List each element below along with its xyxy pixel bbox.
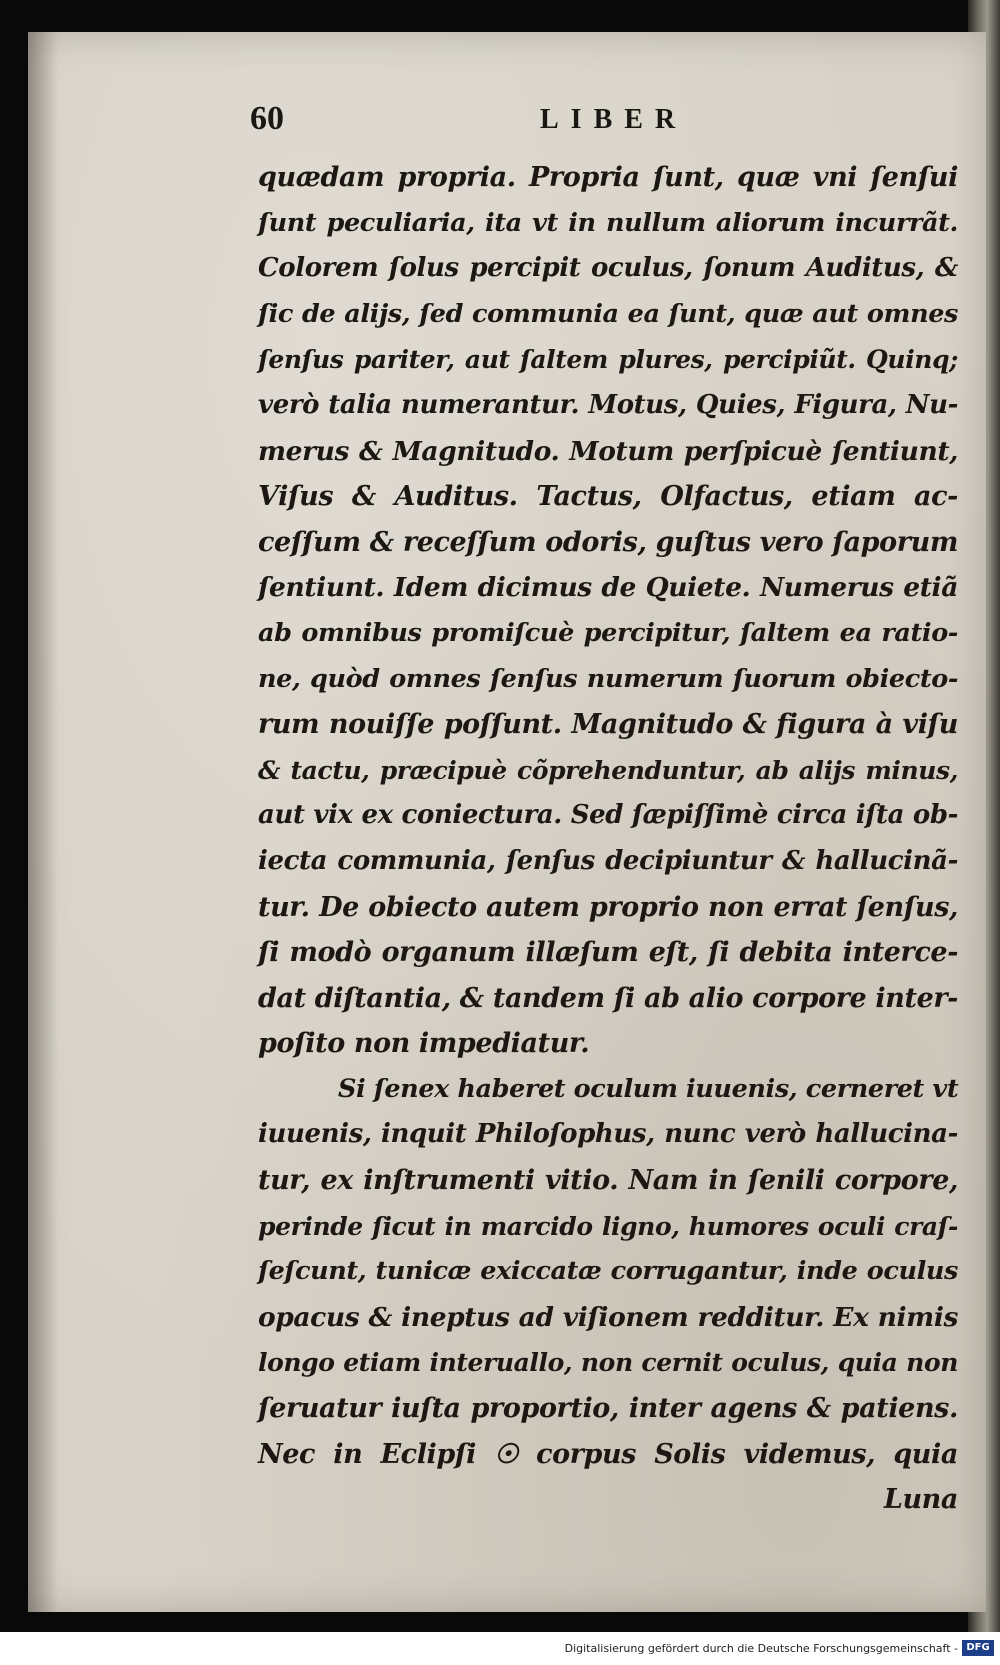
catchword: Luna bbox=[883, 1484, 958, 1516]
text-line: longo etiam interuallo, non cernit oculus, quia non bbox=[258, 1348, 958, 1378]
text-line: quædam propria. Propria ſunt, quæ vni ſenſui bbox=[258, 162, 958, 193]
page-header bbox=[250, 100, 720, 150]
text-line: perinde ſicut in marcido ligno, humores oculi craſ- bbox=[258, 1211, 958, 1241]
text-line: poſito non impediatur. bbox=[258, 1028, 590, 1060]
text-line: tur, ex inſtrumenti vitio. Nam in ſenili corpore, bbox=[258, 1165, 958, 1197]
text-line: ab omnibus promiſcuè percipitur, ſaltem ea ratio- bbox=[258, 617, 958, 648]
text-line: dat diſtantia, & tandem ſi ab alio corpore inter- bbox=[258, 982, 958, 1014]
text-line: Colorem ſolus percipit oculus, ſonum Auditus, & bbox=[258, 253, 958, 284]
running-head: LIBER bbox=[540, 104, 688, 135]
text-line: ceſſum & receſſum odoris, guſtus vero ſaporum bbox=[258, 526, 958, 558]
text-line: ne, quòd omnes ſenſus numerum ſuorum obiecto- bbox=[258, 663, 958, 694]
dfg-logo: DFG bbox=[962, 1640, 994, 1656]
text-line: Viſus & Auditus. Tactus, Olfactus, etiam ac- bbox=[258, 481, 958, 513]
footer-bar bbox=[0, 1632, 1000, 1665]
text-line: merus & Magnitudo. Motum perſpicuè ſentiunt, bbox=[258, 435, 958, 467]
text-line: tur. De obiecto autem proprio non errat ſenſus, bbox=[258, 891, 958, 923]
text-line: & tactu, præcipuè cõprehenduntur, ab alijs minus, bbox=[258, 755, 958, 785]
body-text bbox=[258, 155, 958, 1523]
page-number: 60 bbox=[250, 100, 284, 137]
text-line: ſi modò organum illæſum eſt, ſi debita interce- bbox=[258, 937, 958, 969]
digitization-credit: Digitalisierung gefördert durch die Deutsche Forschungsgemeinschaft - bbox=[564, 1642, 958, 1655]
text-line: rum nouiſſe poſſunt. Magnitudo & figura à viſu bbox=[258, 709, 958, 741]
text-line: ſeſcunt, tunicæ exiccatæ corrugantur, inde oculus bbox=[258, 1256, 958, 1287]
text-line: ſenſus pariter, aut ſaltem plures, percipiũt. Quinq; bbox=[258, 345, 958, 375]
text-line: Nec in Eclipſi ☉ corpus Solis videmus, quia bbox=[258, 1438, 958, 1470]
text-line: verò talia numerantur. Motus, Quies, Figura, Nu- bbox=[258, 389, 958, 420]
text-line: aut vix ex coniectura. Sed ſæpiſſimè circa iſta ob- bbox=[258, 800, 958, 831]
text-line: ſeruatur iuſta proportio, inter agens & patiens. bbox=[258, 1393, 958, 1425]
text-line: ſic de alijs, ſed communia ea ſunt, quæ aut omnes bbox=[258, 298, 958, 329]
text-line: iecta communia, ſenſus decipiuntur & hallucinã- bbox=[258, 845, 958, 876]
text-line: Si ſenex haberet oculum iuuenis, cerneret vt bbox=[338, 1073, 959, 1104]
text-line: ſentiunt. Idem dicimus de Quiete. Numerus etiã bbox=[258, 572, 958, 604]
page-gutter-shadow bbox=[28, 32, 58, 1612]
text-line: iuuenis, inquit Philoſophus, nunc verò hallucina- bbox=[258, 1119, 958, 1150]
text-line: opacus & ineptus ad viſionem redditur. Ex nimis bbox=[258, 1301, 958, 1333]
text-line: ſunt peculiaria, ita vt in nullum aliorum incurrãt. bbox=[258, 207, 958, 238]
